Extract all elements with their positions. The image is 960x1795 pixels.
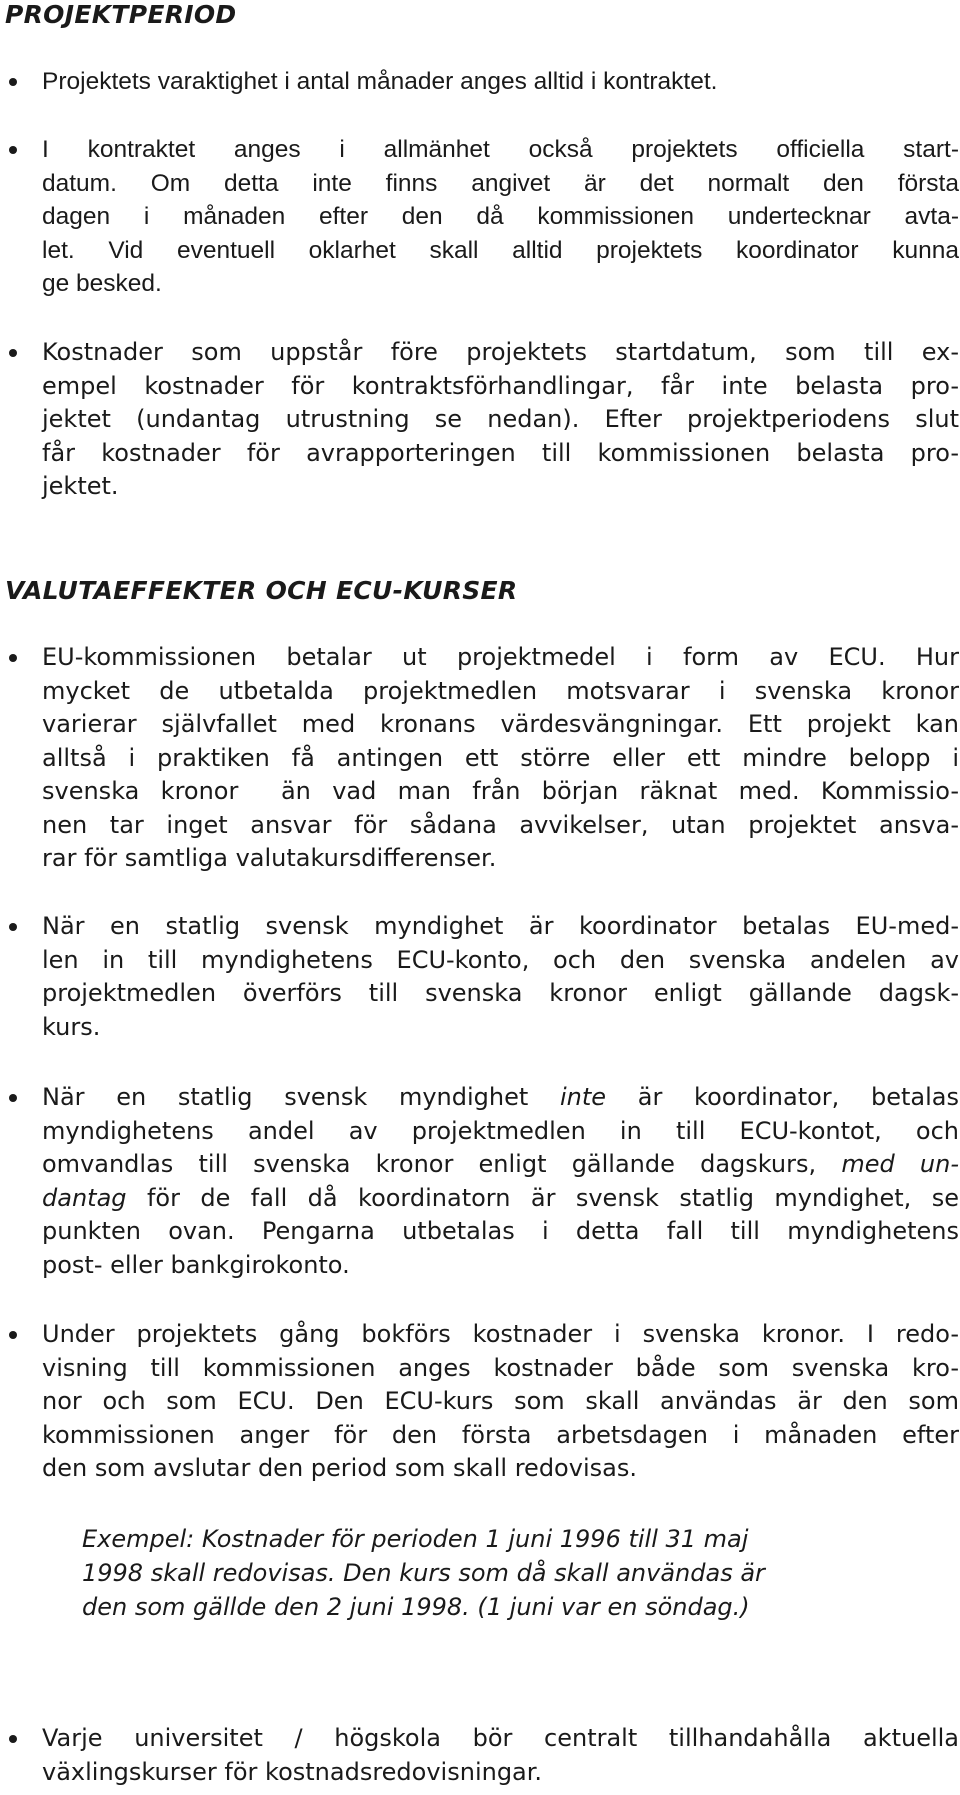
text-line: I kontraktet anges i allmänhet också projektets officiella start- — [42, 136, 959, 163]
text-line: nen tar inget ansvar för sådana avvikelser, utan projektet ansva- — [42, 810, 959, 839]
text-line: visning till kommissionen anges kostnader både som svenska kro- — [42, 1353, 959, 1382]
bullet-projektperiod-3 — [42, 336, 959, 504]
text-line: jektet (undantag utrustning se nedan). Efter projektperiodens slut — [42, 405, 959, 433]
bullet-projektperiod-2 — [42, 133, 959, 301]
text-line: empel kostnader för kontraktsförhandlingar, får inte belasta pro- — [42, 371, 959, 400]
text-line: Exempel: Kostnader för perioden 1 juni 1996 till 31 maj — [82, 1525, 749, 1553]
bullet-projektperiod-1 — [42, 65, 959, 99]
text-line: myndighetens andel av projektmedlen in till ECU-kontot, och — [42, 1116, 959, 1145]
text-line: datum. Om detta inte finns angivet är det normalt den första — [42, 169, 959, 197]
text-line: rar för samtliga valutakursdifferenser. — [42, 844, 497, 872]
emphasis-text: inte — [560, 1083, 607, 1111]
text-line: den som gällde den 2 juni 1998. (1 juni var en söndag.) — [82, 1593, 750, 1621]
bullet-valuta-1 — [42, 641, 959, 876]
example-block — [82, 1522, 902, 1624]
text-line: nor och som ECU. Den ECU-kurs som skall användas är den som — [42, 1387, 959, 1415]
text-line: 1998 skall redovisas. Den kurs som då skall användas är — [82, 1559, 765, 1587]
text-line: svenska kronor än vad man från början räknat med. Kommissio- — [42, 777, 959, 805]
text-line: Projektets varaktighet i antal månader anges alltid i kontraktet. — [42, 68, 718, 95]
heading-valutaeffekter: VALUTAEFFEKTER OCH ECU-KURSER — [5, 576, 518, 605]
text-line: varierar självfallet med kronans värdesvängningar. Ett projekt kan — [42, 710, 959, 738]
text-line: Kostnader som uppstår före projektets startdatum, som till ex- — [42, 338, 959, 366]
text-line: alltså i praktiken få antingen ett större eller ett mindre belopp i — [42, 743, 959, 772]
text-line: kurs. — [42, 1012, 101, 1041]
text-line: kommissionen anger för den första arbetsdagen i månaden efter — [42, 1420, 959, 1449]
text-line: Under projektets gång bokförs kostnader i svenska kronor. I redo- — [42, 1320, 959, 1348]
text-line: Varje universitet / högskola bör centralt tillhandahålla aktuella — [42, 1724, 959, 1752]
text-run: är koordinator, betalas — [637, 1083, 959, 1111]
bullet-valuta-4 — [42, 1318, 959, 1486]
text-line: len in till myndighetens ECU-konto, och den svenska andelen av — [42, 945, 959, 974]
text-line — [42, 1148, 959, 1182]
text-line: let. Vid eventuell oklarhet skall alltid projektets koordinator kunna — [42, 236, 959, 264]
text-line: dagen i månaden efter den då kommissionen undertecknar avta- — [42, 203, 959, 230]
emphasis-text: dantag — [42, 1183, 127, 1212]
bullet-valuta-5 — [42, 1722, 959, 1789]
bullet-valuta-2 — [42, 910, 959, 1044]
text-line: jektet. — [42, 472, 119, 500]
text-line: post- eller bankgirokonto. — [42, 1250, 350, 1279]
text-line — [42, 1182, 959, 1216]
text-line: får kostnader för avrapporteringen till kommissionen belasta pro- — [42, 438, 959, 467]
text-line: När en statlig svensk myndighet är koordinator betalas EU-med- — [42, 912, 959, 940]
text-line — [42, 1081, 959, 1115]
bullet-valuta-3 — [42, 1081, 959, 1282]
text-line: ge besked. — [42, 270, 162, 297]
text-line: projektmedlen överförs till svenska kronor enligt gällande dagsk- — [42, 979, 959, 1007]
text-line: EU-kommissionen betalar ut projektmedel i form av ECU. Hur — [42, 643, 959, 671]
heading-projektperiod: PROJEKTPERIOD — [5, 0, 237, 29]
text-run: När en statlig svensk myndighet — [42, 1083, 529, 1111]
text-run: omvandlas till svenska kronor enligt gällande dagskurs, — [42, 1150, 817, 1178]
text-run: för de fall då koordinatorn är svensk statlig myndighet, se — [146, 1183, 959, 1212]
emphasis-text: med un- — [841, 1150, 959, 1178]
text-line: punkten ovan. Pengarna utbetalas i detta fall till myndighetens — [42, 1217, 959, 1245]
text-line: den som avslutar den period som skall redovisas. — [42, 1454, 637, 1482]
text-line: växlingskurser för kostnadsredovisningar. — [42, 1757, 543, 1786]
text-line: mycket de utbetalda projektmedlen motsvarar i svenska kronor — [42, 676, 959, 705]
